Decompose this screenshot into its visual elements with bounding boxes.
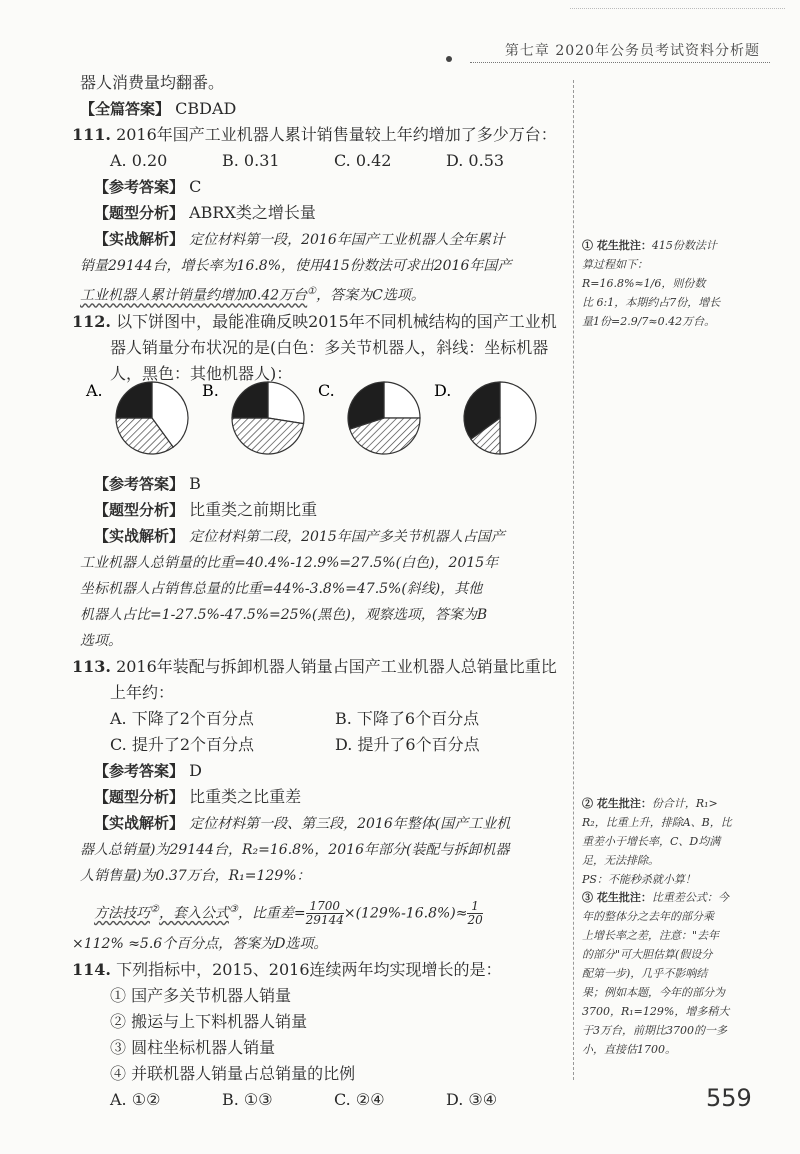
q114-options xyxy=(80,1087,570,1113)
note-2-line-5: PS：不能秒杀就小算！ xyxy=(582,873,696,886)
q113-solve-label: 【实战解析】 xyxy=(94,813,185,832)
q111-solve-label: 【实战解析】 xyxy=(94,230,185,248)
q112-type-line xyxy=(80,497,570,523)
q114-item-1: ① 国产多关节机器人销量 xyxy=(110,985,292,1005)
footnote-mark-2: ② xyxy=(150,903,159,915)
main-column xyxy=(72,70,570,1113)
pie-label-3: C. xyxy=(318,381,335,400)
margin-note-2 xyxy=(582,794,782,889)
pie-1-slice-3 xyxy=(116,382,152,418)
q113-solve-text-1: 定位材料第一段、第三段，2016年整体(国产工业机 xyxy=(189,815,511,832)
q112-answer-line xyxy=(80,471,570,497)
q114-stem xyxy=(72,957,570,983)
header-bullet xyxy=(446,56,452,62)
pie-label-1: A. xyxy=(86,381,103,400)
q111-solve-line-1 xyxy=(80,226,570,253)
note-3-line-6: 果；例如本题，今年的部分为 xyxy=(582,986,725,999)
note-2-line-4: 足，无法排除。 xyxy=(582,854,659,867)
q111-answer: C xyxy=(189,177,202,196)
q113-options-row-1 xyxy=(80,706,570,732)
running-header: 第七章 2020年公务员考试资料分析题 xyxy=(504,43,760,59)
q113-option-b: B. 下降了6个百分点 xyxy=(335,708,480,728)
q111-type-line xyxy=(80,200,570,226)
q111-option-b: B. 0.31 xyxy=(222,151,280,170)
q113-answer-label: 【参考答案】 xyxy=(94,761,185,780)
q114-option-c: C. ②④ xyxy=(334,1089,385,1109)
note-2-line-1: 份合计，R₁> xyxy=(651,797,718,810)
q112-solve-line-4: 机器人占比=1-27.5%-47.5%=25%(黑色)，观察选项，答案为B xyxy=(80,606,488,623)
q112-solve-label: 【实战解析】 xyxy=(94,526,185,545)
fraction-2-numerator: 1 xyxy=(467,900,482,914)
note-3-line-4: 的部分"可大胆估算(假设分 xyxy=(582,948,713,961)
q112-solve-line-2: 工业机器人总销量的比重=40.4%-12.9%=27.5%(白色)，2015年 xyxy=(80,554,499,571)
note-1-line-4: 比 6:1，本期约占7份，增长 xyxy=(582,296,721,309)
margin-divider xyxy=(573,80,574,1080)
q113-options-row-2 xyxy=(80,732,570,758)
margin-note-1 xyxy=(582,236,782,331)
q111-answer-line xyxy=(80,174,570,200)
note-1-line-2: 算过程如下： xyxy=(582,258,648,271)
q113-formula xyxy=(80,889,570,931)
q114-item-3: ③ 圆柱坐标机器人销量 xyxy=(110,1037,276,1057)
note-3-head: ③ 花生批注： xyxy=(582,891,652,904)
q113-option-d: D. 提升了6个百分点 xyxy=(335,734,480,754)
q112-stem-text-1: 以下饼图中，最能准确反映2015年不同机械结构的国产工业机 xyxy=(116,311,557,331)
q113-solve-line-2: 器人总销量)为29144台，R₂=16.8%，2016年部分(装配与拆卸机器 xyxy=(80,841,510,858)
q111-stem-text: 2016年国产工业机器人累计销售量较上年约增加了多少万台： xyxy=(116,125,557,144)
formula-fraction-2 xyxy=(467,900,482,927)
footnote-mark-1: ① xyxy=(307,286,317,297)
note-3-line-8: 于3万台，前期比3700的一多 xyxy=(582,1024,727,1037)
note-3-line-5: 配第一步)，几乎不影响结 xyxy=(582,967,708,980)
pie-2-slice-2 xyxy=(232,418,304,454)
fraction-2-denominator: 20 xyxy=(467,912,483,927)
q112-stem-2: 器人销量分布状况的是(白色：多关节机器人，斜线：坐标机器 xyxy=(110,337,549,357)
note-3-line-7: 3700，R₁=129%，增多稍大 xyxy=(582,1005,730,1018)
note-2-line-3: 重差小于增长率，C、D均满 xyxy=(582,835,721,848)
note-2-line-2: R₂，比重上升，排除A、B，比 xyxy=(582,816,732,829)
pie-chart-row xyxy=(86,372,610,462)
q112-number: 112. xyxy=(72,311,111,331)
q111-number: 111. xyxy=(72,125,111,144)
q111-solve-line-2: 销量29144台，增长率为16.8%，使用415份数法可求出2016年国产 xyxy=(80,258,512,274)
page-number: 559 xyxy=(706,1084,752,1112)
full-answer-value: CBDAD xyxy=(175,99,237,118)
note-3-line-3: 上增长率之差，注意："去年 xyxy=(582,929,720,942)
q113-solve-line-1 xyxy=(80,810,570,837)
q112-stem-3: 人，黑色：其他机器人)： xyxy=(110,363,293,383)
q114-option-b: B. ①③ xyxy=(222,1089,273,1109)
fraction-1-denominator: 29144 xyxy=(305,912,344,927)
q113-stem-text-1: 2016年装配与拆卸机器人销量占国产工业机器人总销量比重比 xyxy=(116,656,557,676)
q113-option-c: C. 提升了2个百分点 xyxy=(110,734,255,754)
q113-option-a: A. 下降了2个百分点 xyxy=(110,708,254,728)
note-3-line-9: 小，直接估1700。 xyxy=(582,1043,676,1056)
q114-stem-text: 下列指标中，2015、2016连续两年均实现增长的是： xyxy=(116,959,502,979)
q112-solve-line-3: 坐标机器人占销售总量的比重=44%-3.8%=47.5%(斜线)，其他 xyxy=(80,580,483,597)
fraction-1-numerator: 1700 xyxy=(306,900,344,914)
note-1-line-5: 量1份=2.9/7≈0.42万台。 xyxy=(582,315,716,328)
q114-item-2: ② 搬运与上下料机器人销量 xyxy=(110,1011,308,1031)
header-rule xyxy=(470,62,770,63)
pie-2-slice-3 xyxy=(232,382,268,418)
note-3-line-1: 比重差公式：今 xyxy=(651,891,729,904)
formula-expr-start: ，比重差= xyxy=(237,905,306,922)
q112-type-label: 【题型分析】 xyxy=(94,500,185,519)
q114-option-a: A. ①② xyxy=(110,1089,161,1109)
q111-solve-line-3 xyxy=(80,279,570,309)
note-1-line-3: R=16.8%≈1/6，则份数 xyxy=(582,277,706,290)
note-1-head: ① 花生批注： xyxy=(582,239,652,252)
q111-options xyxy=(80,148,570,174)
q113-type-line xyxy=(80,784,570,810)
pie-label-2: B. xyxy=(202,381,219,400)
note-1-line-1: 415份数法计 xyxy=(651,239,717,252)
q113-solve-line-3: 人销售量)为0.37万台，R₁=129%： xyxy=(80,867,311,884)
pie-label-4: D. xyxy=(434,381,452,400)
full-answer-label: 【全篇答案】 xyxy=(80,100,171,118)
q112-stem-1 xyxy=(72,309,570,335)
q111-type: ABRX类之增长量 xyxy=(189,203,316,222)
margin-note-3 xyxy=(582,888,782,1059)
formula-expr-mid: ×(129%-16.8%)≈ xyxy=(343,905,468,922)
q114-item-4: ④ 并联机器人销量占总销量的比例 xyxy=(110,1063,356,1083)
q112-solve-text-1: 定位材料第二段，2015年国产多关节机器人占国产 xyxy=(189,528,505,545)
q113-stem-2: 上年约： xyxy=(110,682,175,702)
formula-mid: ，套入公式 xyxy=(158,905,229,922)
q112-solve-line-5: 选项。 xyxy=(80,632,122,649)
scan-noise xyxy=(570,8,785,9)
q114-number: 114. xyxy=(72,959,111,979)
note-2-head: ② 花生批注： xyxy=(582,797,652,810)
pie-3-slice-1 xyxy=(384,382,420,418)
pie-4-slice-1 xyxy=(500,382,536,454)
q113-number: 113. xyxy=(72,656,111,676)
q111-option-a: A. 0.20 xyxy=(110,151,168,170)
pie-2-slice-1 xyxy=(268,382,304,424)
q111-option-c: C. 0.42 xyxy=(334,151,392,170)
q112-answer-label: 【参考答案】 xyxy=(94,474,185,493)
q113-stem-1 xyxy=(72,654,570,680)
q113-answer: D xyxy=(189,760,202,780)
intro-line: 器人消费量均翻番。 xyxy=(80,73,225,92)
q111-solve-text-3: 工业机器人累计销量约增加0.42万台 xyxy=(80,287,308,304)
q112-answer: B xyxy=(189,473,201,493)
q111-option-d: D. 0.53 xyxy=(446,151,505,170)
q111-solve-text-4: ，答案为C选项。 xyxy=(316,287,425,304)
footnote-mark-3: ③ xyxy=(228,903,238,915)
q112-type: 比重类之前期比重 xyxy=(189,499,318,519)
q111-stem xyxy=(72,122,570,148)
q113-solve-tail: ×112% ≈5.6个百分点，答案为D选项。 xyxy=(72,935,328,952)
formula-fraction-1 xyxy=(306,900,344,927)
full-answer-line xyxy=(80,96,570,122)
q111-type-label: 【题型分析】 xyxy=(94,204,185,222)
note-3-line-2: 年的整体分之去年的部分乘 xyxy=(582,910,714,923)
q112-solve-line-1 xyxy=(80,523,570,550)
formula-prefix: 方法技巧 xyxy=(94,905,150,922)
q113-type-label: 【题型分析】 xyxy=(94,787,185,806)
q111-solve-text-1: 定位材料第一段，2016年国产工业机器人全年累计 xyxy=(189,232,505,248)
q113-type: 比重类之比重差 xyxy=(189,786,302,806)
q111-answer-label: 【参考答案】 xyxy=(94,178,185,196)
q113-answer-line xyxy=(80,758,570,784)
q114-option-d: D. ③④ xyxy=(446,1089,498,1109)
